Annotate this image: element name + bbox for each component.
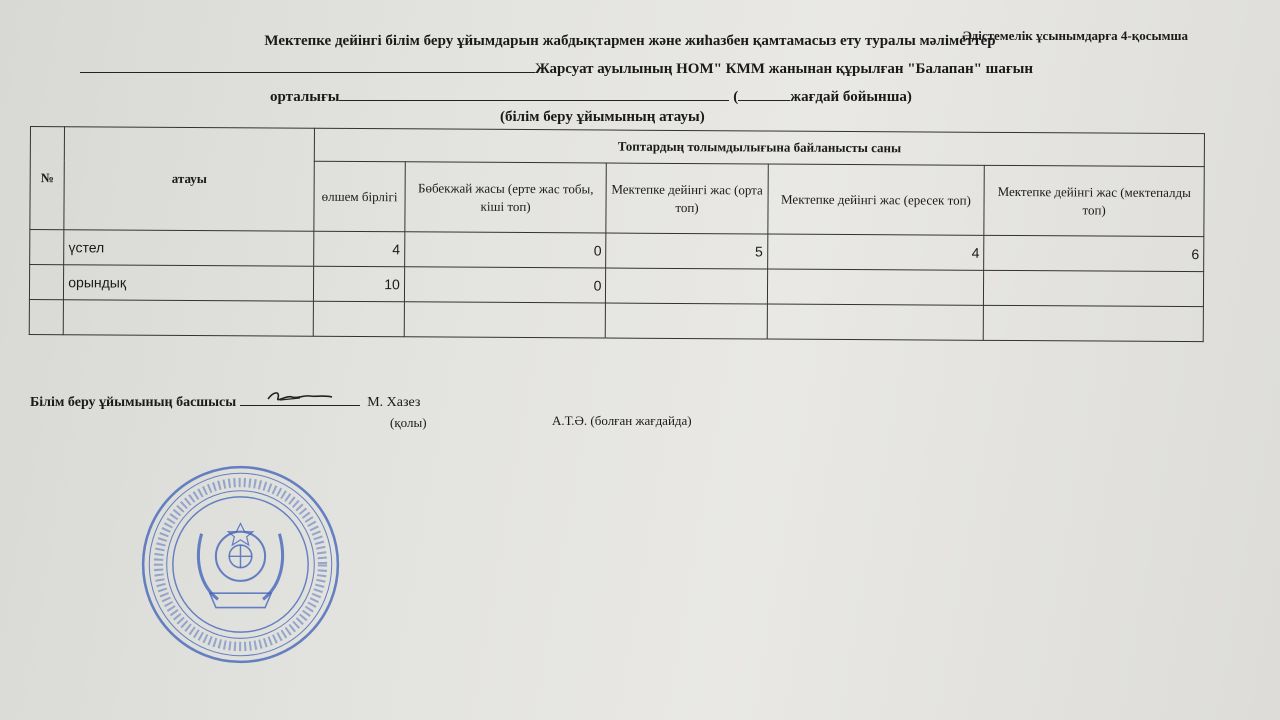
cell-preschool	[983, 305, 1203, 341]
col-header-middle: Мектепке дейінгі жас (орта топ)	[606, 163, 768, 234]
cell-middle: 5	[606, 233, 767, 269]
sign-caption: (қолы)	[390, 415, 427, 430]
cell-no	[29, 299, 63, 334]
org-name-text: Жарсуат ауылының НОМ" КММ жанынан құрылған "Балапан" шағын	[535, 61, 1033, 77]
cell-unit: 4	[314, 231, 405, 267]
col-header-no: №	[30, 127, 65, 230]
handwritten-signature	[240, 389, 360, 405]
cell-middle	[606, 268, 767, 304]
cell-preschool: 6	[984, 235, 1204, 271]
cell-nursery	[404, 302, 606, 338]
cell-name: үстел	[64, 230, 314, 267]
document-title: Мектепке дейінгі білім беру ұйымдарын жабдықтармен және жиһазбен қамтамасыз ету туралы мәліметтер	[264, 33, 996, 49]
cell-name: орындық	[64, 265, 314, 302]
cell-senior: 4	[767, 234, 984, 270]
cell-nursery: 0	[404, 232, 606, 268]
blank-line	[339, 86, 729, 101]
col-header-preschool: Мектепке дейінгі жас (мектепалды топ)	[984, 165, 1204, 236]
cell-no	[29, 265, 63, 300]
name-caption: А.Т.Ә. (болған жағдайда)	[552, 413, 692, 428]
cell-preschool	[984, 270, 1204, 306]
org-date-line: орталығы ( жағдай бойынша)	[270, 86, 912, 106]
col-header-senior: Мектепке дейінгі жас (ересек топ)	[767, 164, 984, 235]
col-header-nursery: Бөбекжай жасы (ерте жас тобы, кіші топ)	[405, 162, 607, 233]
head-label: Білім беру ұйымының басшысы	[30, 395, 237, 410]
cell-no	[30, 230, 64, 265]
org-name-line	[80, 58, 1033, 78]
cell-unit	[313, 301, 404, 337]
date-caption: жағдай бойынша)	[790, 89, 912, 105]
cell-nursery: 0	[404, 267, 606, 303]
org-caption: (білім беру ұйымының атауы)	[500, 109, 705, 125]
date-blank	[738, 86, 790, 101]
center-label: орталығы	[270, 89, 340, 105]
table-row	[29, 299, 1203, 341]
cell-middle	[606, 303, 767, 339]
signature-field	[240, 393, 360, 406]
blank-line	[80, 58, 535, 73]
official-seal-icon	[138, 462, 343, 667]
signature-line	[30, 393, 420, 411]
col-header-unit: өлшем бірлігі	[314, 161, 405, 232]
head-name: М. Хазез	[367, 395, 421, 410]
cell-senior	[767, 304, 984, 340]
cell-name	[63, 300, 313, 337]
col-header-name: атауы	[64, 127, 315, 232]
appendix-note: Әдістемелік ұсынымдарға 4-қосымша	[962, 28, 1188, 43]
group-header: Топтардың толымдылығына байланысты саны	[314, 128, 1204, 166]
equipment-table	[29, 126, 1205, 342]
cell-senior	[767, 269, 984, 305]
cell-unit: 10	[314, 266, 405, 302]
